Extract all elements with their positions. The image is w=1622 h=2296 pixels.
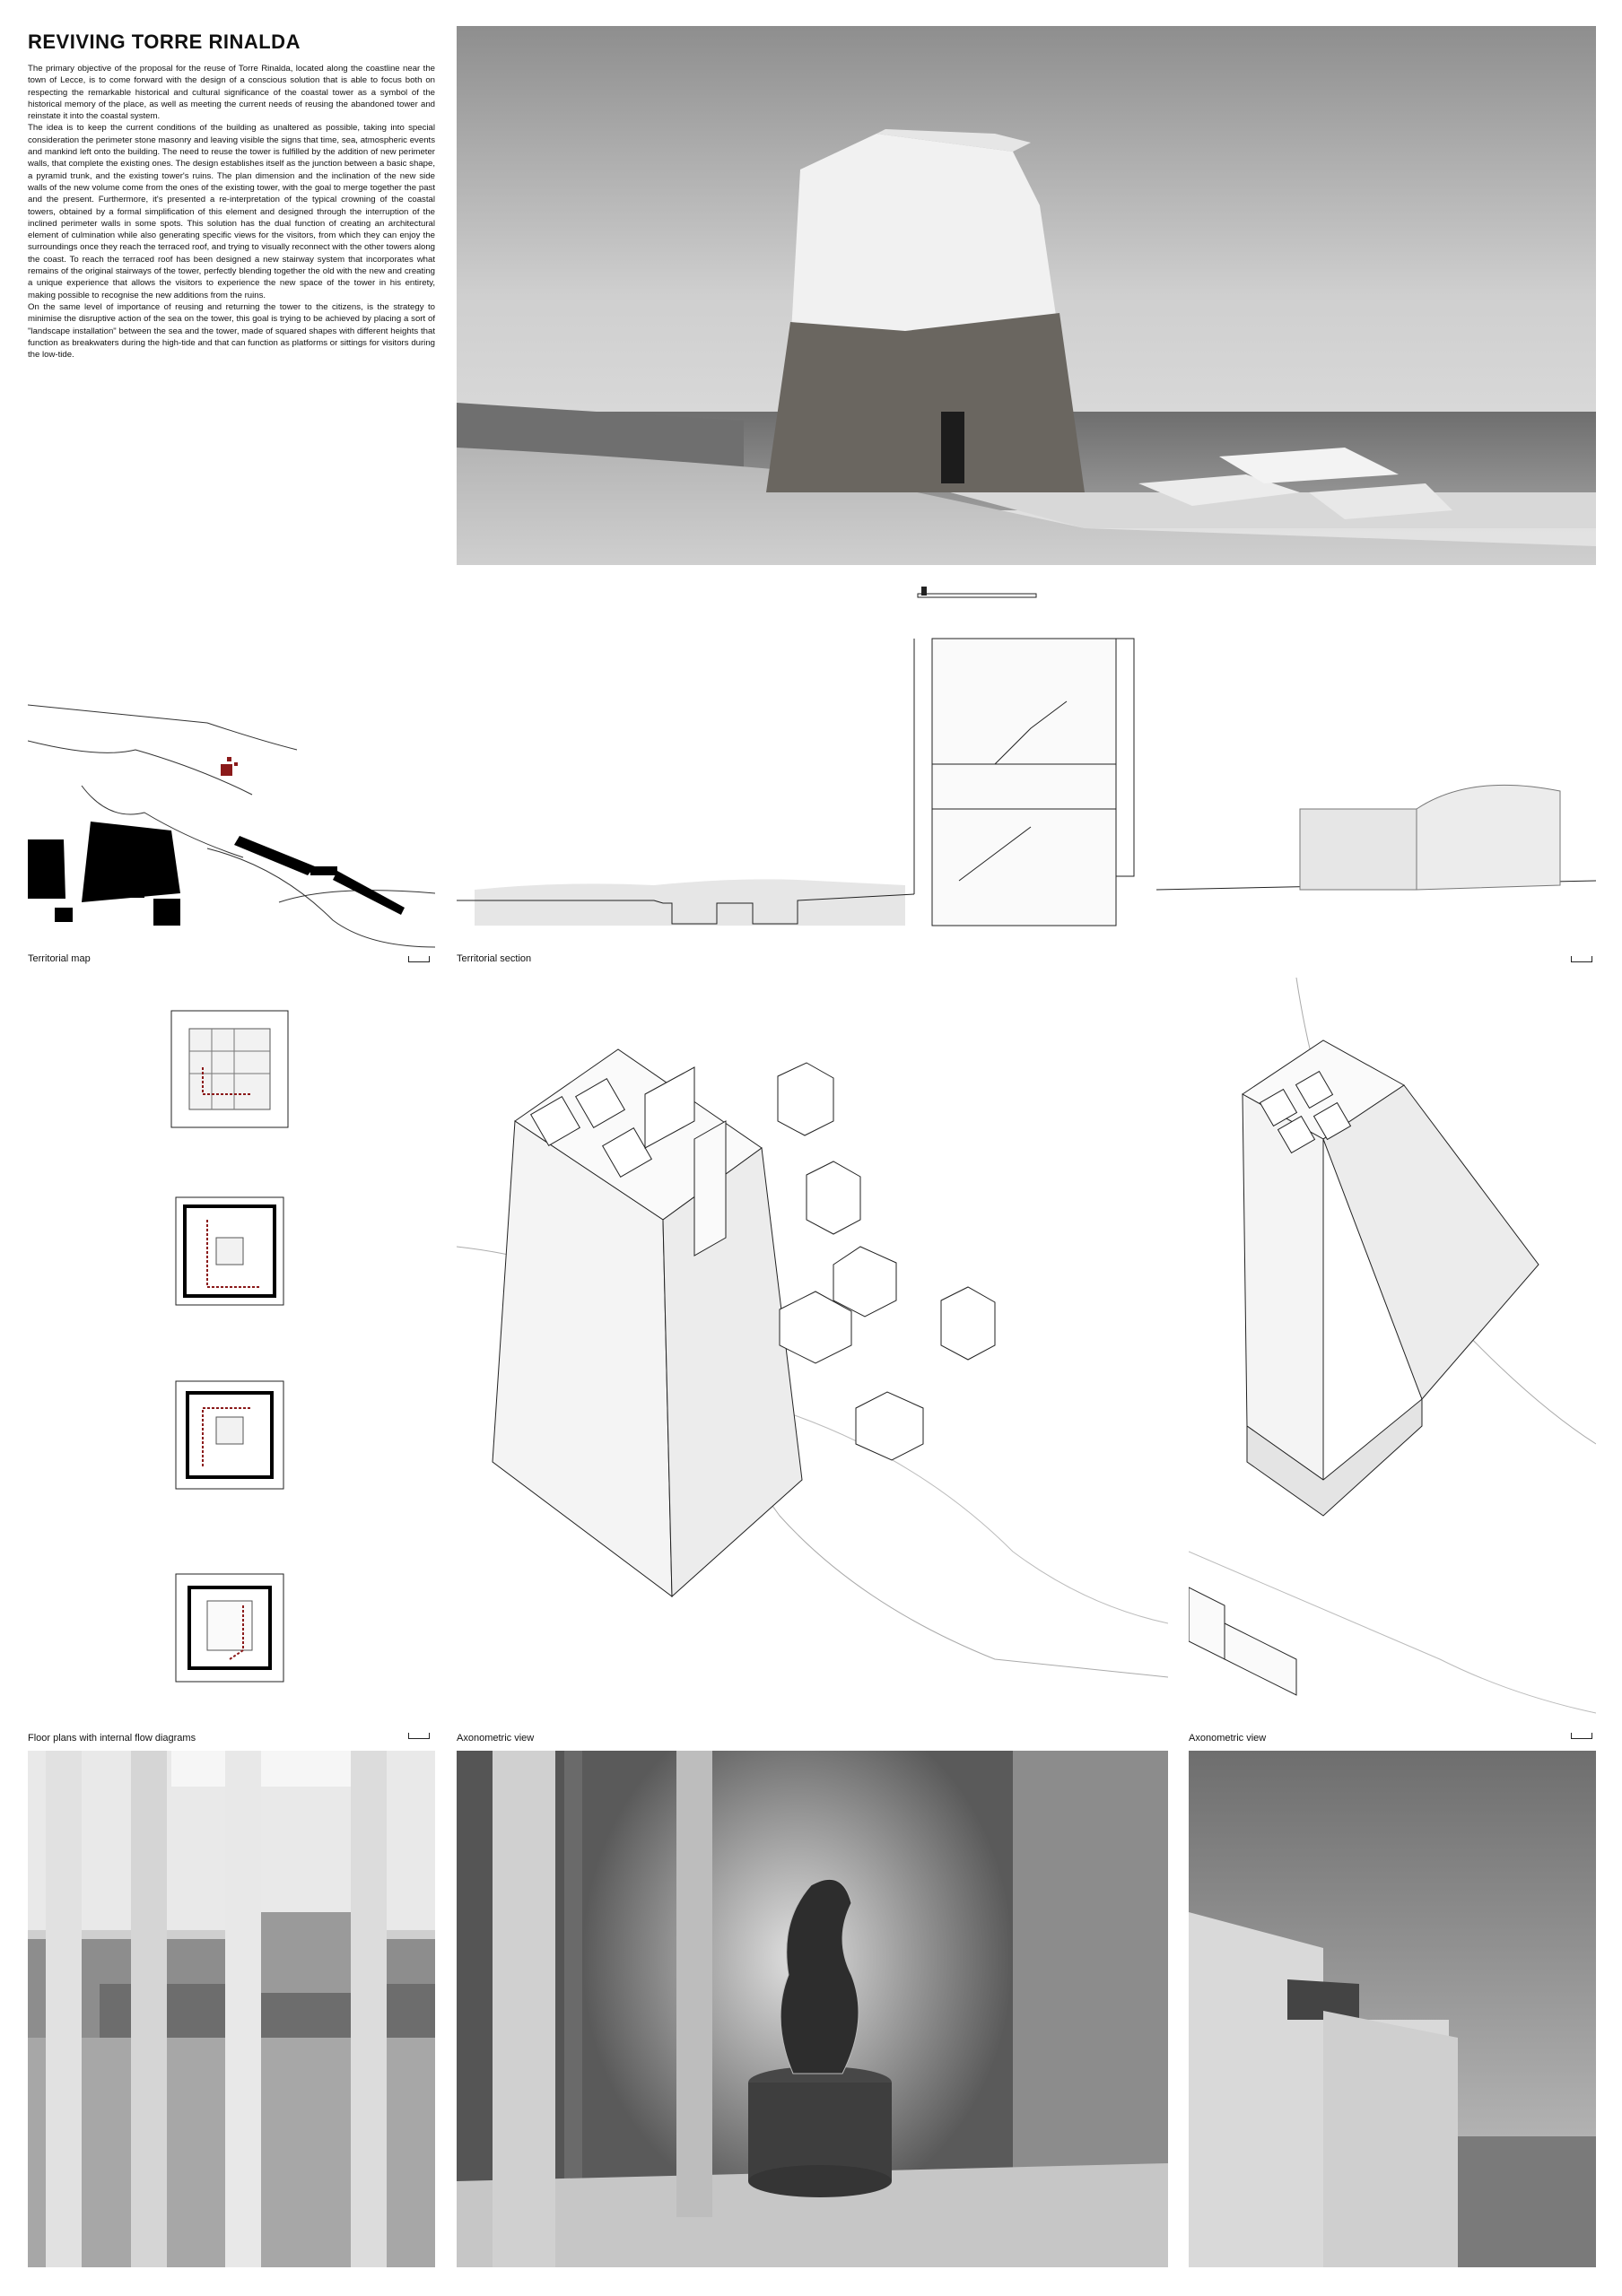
hero-photo (457, 26, 1596, 565)
caption-territorial-section: Territorial section (457, 953, 532, 964)
axonometric-view-main (457, 978, 1168, 1727)
description-paragraph-1: The primary objective of the proposal for the reuse of Torre Rinalda, located along the coastline near the town of Lecce, is to come forward with the design of a conscious solution that is able to focus both on respecting the remarkable historical and cultural significance of the coastal tower as a symbol of the historical memory of the place, as well as meeting the current needs of reusing the abandoned tower and reinstate it into the coastal system. (28, 64, 435, 122)
project-description (28, 63, 435, 361)
territorial-section (457, 585, 1596, 949)
floor-plans (28, 978, 435, 1727)
floor-plan-middle (176, 1381, 283, 1489)
description-paragraph-3: On the same level of importance of reusing and returning the tower to the citizens, is the strategy to minimise the disruptive action of the sea on the tower, this goal is trying to be achieved by placing a sort of "landscape installation" between the sea and the tower, made of squared shapes with different heights that function as breakwaters during the high-tide and that can function as platforms or sittings for visitors during the low-tide. (28, 301, 435, 361)
axonometric-view-secondary (1189, 978, 1596, 1727)
scale-bar (408, 1733, 430, 1739)
caption-axonometric-view-1: Axonometric view (457, 1733, 535, 1744)
caption-axonometric-view-2: Axonometric view (1189, 1733, 1267, 1744)
caption-floor-plans: Floor plans with internal flow diagrams (28, 1733, 196, 1744)
terrace-render (1189, 1751, 1596, 2267)
scale-bar (408, 956, 430, 962)
floor-plan-roof (171, 1011, 288, 1127)
page-title: REVIVING TORRE RINALDA (28, 30, 301, 53)
floor-plan-ground (176, 1574, 283, 1682)
caption-territorial-map: Territorial map (28, 953, 91, 964)
floor-plan-upper (176, 1197, 283, 1305)
scale-bar (1571, 956, 1592, 962)
description-paragraph-2: The idea is to keep the current conditions of the building as unaltered as possible, taking into special consideration the perimeter stone masonry and leaving visible the signs that time, sea, atmospheric events and mankind left onto the building. The need to reuse the tower is fulfilled by the addition of new perimeter walls, that complete the existing ones. The design establishes itself as the junction between a basic shape, a pyramid trunk, and the existing tower's ruins. The plan dimension and the inclination of the new side walls of the new volume come from the ones of the existing tower, with the goal to merge together the past and the present. Furthermore, it's presented a re-interpretation of the typical crowning of the coastal towers, obtained by a formal simplification of this element and designed through the interruption of the inclined perimeter walls in some spots. This solution has the dual function of creating an architectural element of culmination while also generating specific views for the visitors, from which they can enjoy the surroundings once they reach the terraced roof, and trying to visually reconnect with the other towers along the coast. To reach the terraced roof has been designed a new stairway system that incorporates what remains of the original stairways of the tower, perfectly blending together the old with the new and creating a unique experience that allows the visitors to experience the new space of the tower in his entirety, making possible to recognise the new additions from the ruins. (28, 123, 435, 300)
scale-bar (1571, 1733, 1592, 1739)
interior-render-columns (28, 1751, 435, 2267)
territorial-map (28, 687, 435, 949)
interior-render-sculpture (457, 1751, 1168, 2267)
